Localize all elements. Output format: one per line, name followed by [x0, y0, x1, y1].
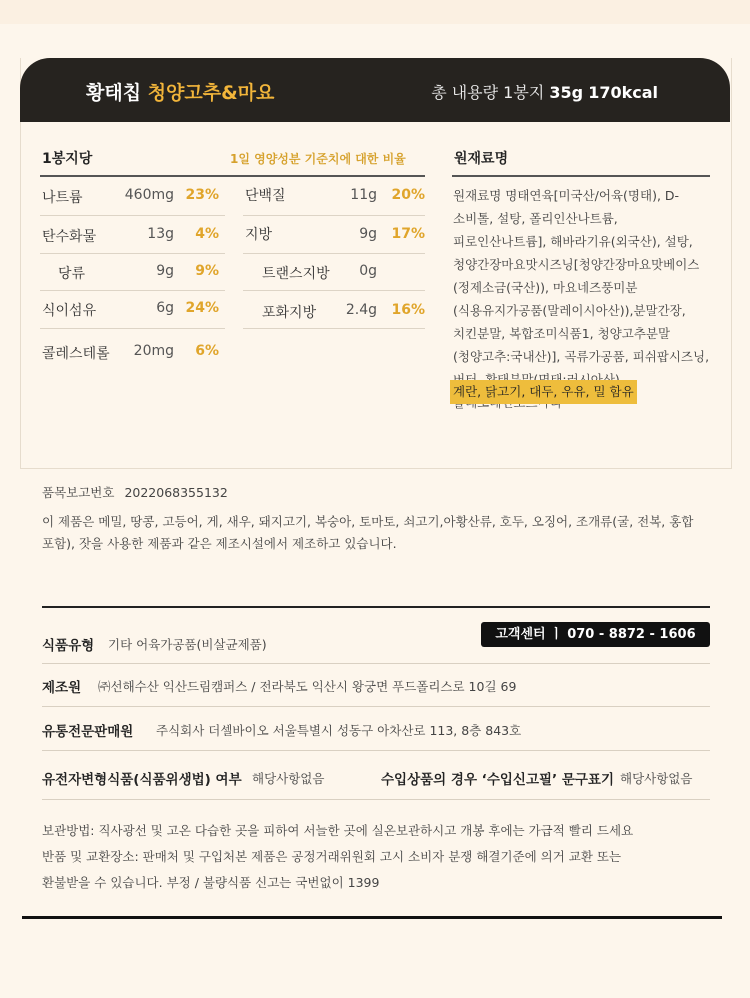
row-divider	[40, 328, 225, 329]
title-prefix: 황태칩	[86, 82, 142, 104]
customer-center-badge: 고객센터 ㅣ 070 - 8872 - 1606	[481, 622, 710, 647]
distributor-label: 유통전문판매원	[42, 724, 134, 740]
food-type-value: 기타 어육가공품(비살균제품)	[108, 637, 267, 652]
report-number	[42, 483, 228, 501]
daily-ratio-label: 1일 영양성분 기준치에 대한 비율	[230, 152, 406, 166]
food-type-label: 식품유형	[42, 638, 95, 654]
nutrient-amount: 13g	[147, 226, 174, 242]
title-accent: 청양고추&마요	[147, 82, 275, 104]
report-label: 품목보고번호	[42, 485, 115, 500]
nutrient-amount: 9g	[359, 226, 377, 242]
nutrient-name: 탄수화물	[42, 229, 97, 245]
gmo-value: 해당사항없음	[252, 771, 325, 786]
manufacturer-label: 제조원	[42, 680, 82, 696]
bottom-rule	[22, 916, 722, 919]
nutrient-name: 식이섬유	[42, 303, 97, 319]
info-divider	[42, 706, 710, 707]
allergen-highlight: 계란, 닭고기, 대두, 우유, 밀 함유	[450, 380, 637, 404]
nutrient-amount: 6g	[156, 300, 174, 316]
nutrient-name: 나트륨	[42, 190, 83, 206]
row-divider	[40, 290, 225, 291]
ingredients-text: 원재료명 명태연육[미국산/어육(명태), D-소비톨, 설탕, 폴리인산나트륨, 피로인산나트륨], 해바라기유(외국산), 설탕, 청양간장마요맛시즈닝[청양간장마요맛베이스(정제소금(국산)), 마요네즈풍미분(식용유지가공품(말레이시아산)),분말간장, 치킨분말, 복합조미식품1, 청양고추분말(청양고추:국내산)], 곡류가공품, 피쉬팝시즈닝,	[453, 188, 710, 364]
info-top-rule	[42, 606, 710, 608]
product-header	[20, 58, 730, 122]
note-line: 반품 및 교환장소: 판매처 및 구입처본 제품은 공정거래위원회 고시 소비자 분쟁 해결기준에 의거 교환 또는	[42, 849, 622, 864]
nutrition-divider	[40, 175, 425, 177]
nutrient-percent: 17%	[391, 226, 425, 242]
import-label: 수입상품의 경우 ‘수입신고필’ 문구표기	[381, 772, 615, 788]
report-value: 2022068355132	[124, 485, 228, 500]
info-divider	[42, 799, 710, 800]
row-divider	[243, 328, 425, 329]
nutrient-amount: 2.4g	[345, 302, 377, 318]
nutrient-name: 단백질	[245, 188, 286, 204]
total-content	[431, 80, 658, 103]
nutrient-percent: 16%	[391, 302, 425, 318]
nutrient-amount: 0g	[359, 263, 377, 279]
nutrient-percent: 24%	[185, 300, 219, 316]
ingredients-title: 원재료명	[454, 151, 509, 167]
per-serving-label: 1봉지당	[42, 151, 93, 167]
nutrient-amount: 11g	[350, 187, 377, 203]
row-divider	[243, 215, 425, 216]
import-value: 해당사항없음	[620, 771, 693, 786]
nutrient-amount: 20mg	[133, 343, 174, 359]
distributor-value: 주식회사 더셀바이오 서울특별시 성동구 아차산로 113, 8층 843호	[156, 723, 522, 738]
nutrient-name: 콜레스테롤	[42, 346, 110, 362]
nutrient-amount: 9g	[156, 263, 174, 279]
row-divider	[40, 215, 225, 216]
nutrient-percent: 23%	[185, 187, 219, 203]
nutrient-name: 포화지방	[262, 305, 317, 321]
ingredients-divider	[452, 175, 710, 177]
nutrient-name: 트랜스지방	[262, 266, 330, 282]
row-divider	[243, 290, 425, 291]
nutrient-percent: 9%	[195, 263, 219, 279]
nutrient-name: 당류	[58, 266, 86, 282]
facility-notice: 이 제품은 메밀, 땅콩, 고등어, 게, 새우, 돼지고기, 복숭아, 토마토, 쇠고기,아황산류, 호두, 오징어, 조개류(굴, 전복, 홍합 포함), 잣을 사용한 제품과 같은 제조시설에서 제조하고 있습니다.	[42, 514, 694, 551]
top-strip	[0, 0, 750, 24]
row-divider	[40, 253, 225, 254]
nutrient-name: 지방	[245, 227, 273, 243]
info-divider	[42, 750, 710, 751]
gmo-label: 유전자변형식품(식품위생법) 여부	[42, 772, 242, 788]
total-label: 총 내용량 1봉지	[431, 83, 545, 102]
total-weight: 35g	[549, 83, 584, 102]
nutrient-percent: 6%	[195, 343, 219, 359]
storage-notes	[42, 818, 710, 896]
nutrient-amount: 460mg	[124, 187, 174, 203]
info-divider	[42, 663, 710, 664]
total-kcal: 170kcal	[588, 83, 658, 102]
product-title	[86, 78, 274, 105]
manufacturer-value: ㈜선해수산 익산드림캠퍼스 / 전라북도 익산시 왕궁면 푸드폴리스로 10길 69	[98, 679, 517, 694]
row-divider	[243, 253, 425, 254]
note-line: 환불받을 수 있습니다. 부정 / 불량식품 신고는 국번없이 1399	[42, 875, 380, 890]
nutrient-percent: 4%	[195, 226, 219, 242]
nutrient-percent: 20%	[391, 187, 425, 203]
note-line: 보관방법: 직사광선 및 고온 다습한 곳을 피하여 서늘한 곳에 실온보관하시고 개봉 후에는 가급적 빨리 드세요	[42, 823, 634, 838]
